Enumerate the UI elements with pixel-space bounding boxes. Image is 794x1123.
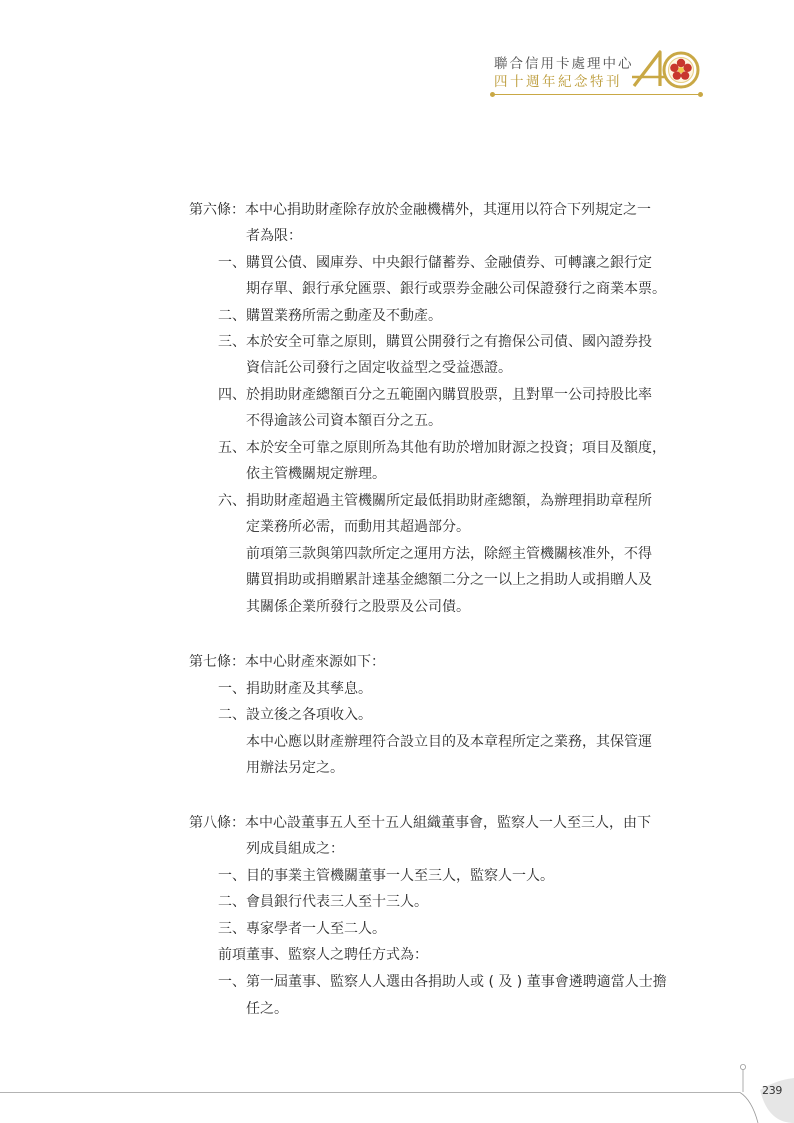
footer-decoration — [0, 1060, 794, 1123]
article-6-item-4: 四、於捐助財產總額百分之五範圍內購買股票，且對單一公司持股比率 — [218, 387, 652, 403]
article-8-heading-cont: 列成員組成之： — [246, 841, 344, 857]
article-6-item-6-cont: 定業務所必需，而動用其超過部分。 — [246, 519, 470, 535]
article-6-paragraph-cont-1: 購買捐助或捐贈累計達基金總額二分之一以上之捐助人或捐贈人及 — [246, 572, 652, 588]
article-6-item-2: 二、購置業務所需之動產及不動產。 — [218, 308, 442, 324]
article-8-paragraph: 前項董事、監察人之聘任方式為： — [218, 947, 428, 963]
header-rule — [492, 94, 701, 95]
article-6-item-3: 三、本於安全可靠之原則，購買公開發行之有擔保公司債、國內證券投 — [218, 334, 652, 350]
article-8-item-3: 三、專家學者一人至二人。 — [218, 921, 386, 937]
header-rule-dot-left — [490, 92, 495, 97]
article-6-paragraph: 前項第三款與第四款所定之運用方法，除經主管機關核准外，不得 — [246, 546, 652, 562]
article-7-heading: 第七條：本中心財產來源如下： — [189, 654, 385, 670]
anniversary-40-logo-icon — [630, 46, 702, 92]
article-8-item-2: 二、會員銀行代表三人至十三人。 — [218, 894, 428, 910]
article-8-subitem-1-cont: 任之。 — [246, 1001, 288, 1017]
article-6-item-6: 六、捐助財產超過主管機關所定最低捐助財產總額，為辦理捐助章程所 — [218, 493, 652, 509]
article-6-item-1-cont: 期存單、銀行承兌匯票、銀行或票券金融公司保證發行之商業本票。 — [246, 281, 666, 297]
article-8-heading: 第八條：本中心設董事五人至十五人組織董事會，監察人一人至三人，由下 — [189, 815, 651, 831]
article-6-paragraph-cont-2: 其關係企業所發行之股票及公司債。 — [246, 599, 470, 615]
article-6-heading: 第六條：本中心捐助財產除存放於金融機構外，其運用以符合下列規定之一 — [189, 202, 651, 218]
article-6-item-4-cont: 不得逾該公司資本額百分之五。 — [246, 413, 442, 429]
article-7-item-2: 二、設立後之各項收入。 — [218, 707, 372, 723]
page-number: 239 — [762, 1084, 783, 1097]
article-6-item-5-cont: 依主管機關規定辦理。 — [246, 466, 386, 482]
header-title-line2: 四十週年紀念特刊 — [494, 74, 622, 90]
article-8-item-1: 一、目的事業主管機關董事一人至三人，監察人一人。 — [218, 868, 554, 884]
article-7-item-1: 一、捐助財產及其孳息。 — [218, 681, 372, 697]
article-6-heading-cont: 者為限： — [246, 228, 302, 244]
article-8-subitem-1: 一、第一屆董事、監察人人選由各捐助人或 ( 及 ) 董事會遴聘適當人士擔 — [218, 974, 667, 990]
article-7-paragraph-cont: 用辦法另定之。 — [246, 760, 344, 776]
article-6-item-1: 一、購買公債、國庫券、中央銀行儲蓄券、金融債券、可轉讓之銀行定 — [218, 255, 652, 271]
header-rule-dot-right — [698, 92, 703, 97]
article-6-item-3-cont: 資信託公司發行之固定收益型之受益憑證。 — [246, 360, 512, 376]
header-title-line1: 聯合信用卡處理中心 — [494, 56, 634, 72]
article-6-item-5: 五、本於安全可靠之原則所為其他有助於增加財源之投資；項目及額度， — [218, 440, 666, 456]
article-7-paragraph: 本中心應以財產辦理符合設立目的及本章程所定之業務，其保管運 — [246, 734, 652, 750]
